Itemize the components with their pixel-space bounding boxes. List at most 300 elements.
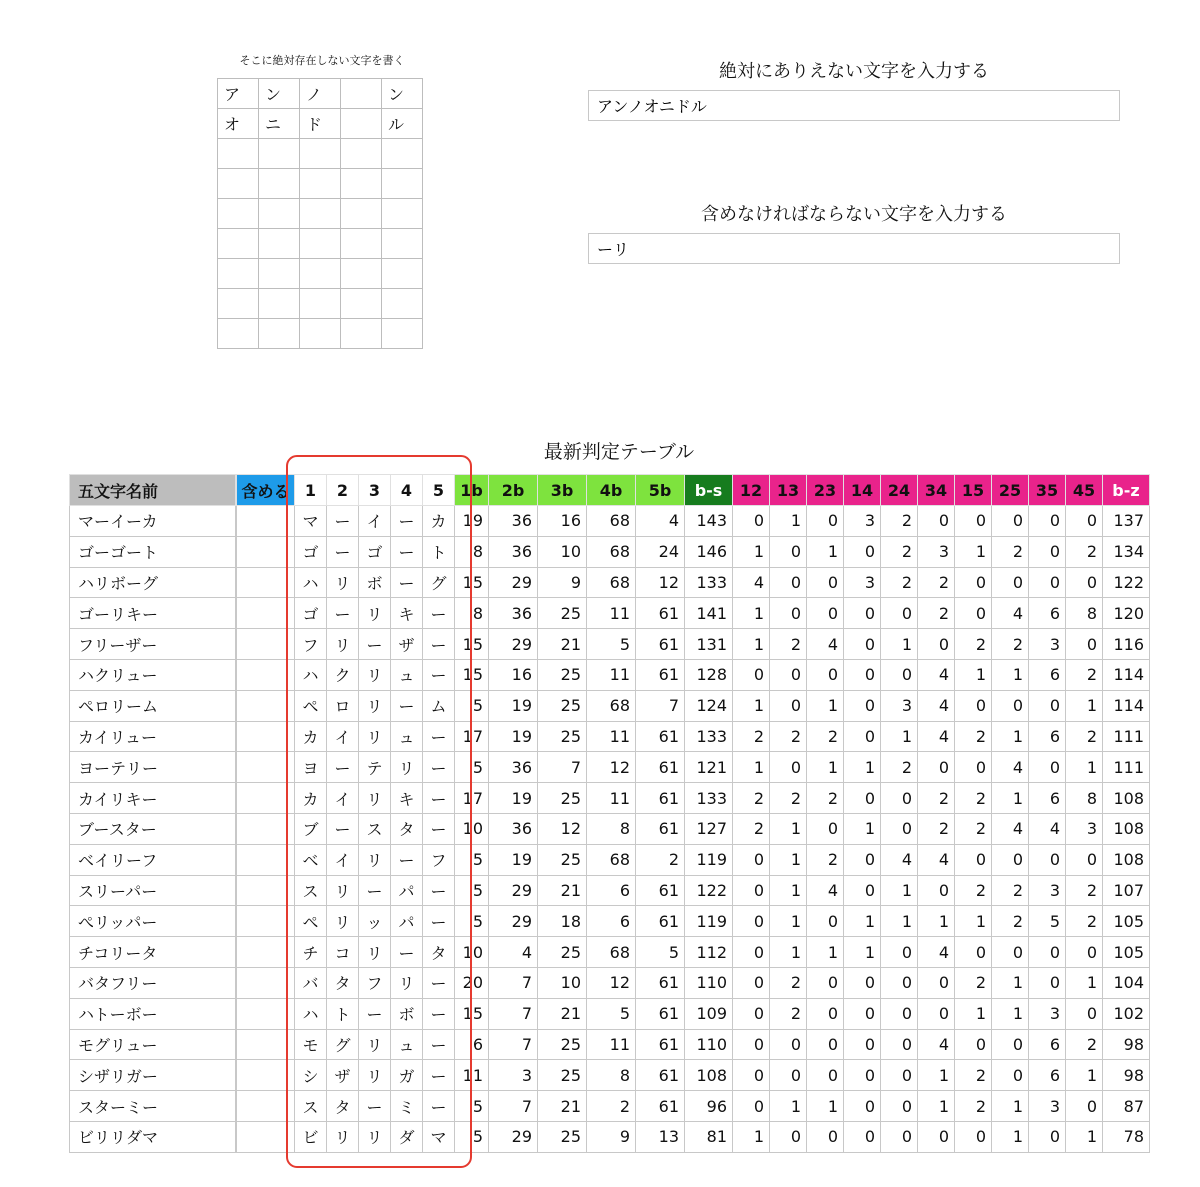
excluded-grid-cell[interactable] (341, 229, 382, 259)
score-cell: 2 (1066, 906, 1103, 937)
excluded-grid-cell[interactable] (259, 259, 300, 289)
score-cell: 0 (844, 659, 881, 690)
score-cell: 5 (455, 906, 489, 937)
score-cell: 61 (636, 875, 685, 906)
name-cell: シザリガー (70, 1060, 236, 1091)
char-cell: イ (327, 721, 359, 752)
score-cell: 0 (918, 998, 955, 1029)
score-cell: 3 (881, 690, 918, 721)
score-cell: 1 (955, 659, 992, 690)
char-cell: ボ (359, 567, 391, 598)
excluded-grid-cell[interactable] (341, 79, 382, 109)
table-row (70, 690, 1150, 721)
excluded-grid-cell[interactable] (341, 259, 382, 289)
score-cell: 0 (807, 998, 844, 1029)
score-cell: 0 (733, 506, 770, 537)
score-cell: 4 (733, 567, 770, 598)
name-cell: ハクリュー (70, 659, 236, 690)
score-cell: 1 (1066, 1060, 1103, 1091)
score-cell: 68 (587, 506, 636, 537)
score-cell: 7 (489, 967, 538, 998)
score-cell: 1 (844, 937, 881, 968)
score-cell: 2 (770, 998, 807, 1029)
excluded-grid-cell[interactable] (382, 259, 423, 289)
column-header: 25 (992, 475, 1029, 506)
score-cell: 5 (587, 998, 636, 1029)
excluded-grid-cell[interactable] (300, 289, 341, 319)
score-cell: 1 (992, 721, 1029, 752)
char-cell: イ (327, 783, 359, 814)
score-cell: 0 (1066, 937, 1103, 968)
excluded-grid-cell[interactable] (218, 199, 259, 229)
score-cell: 0 (844, 967, 881, 998)
table-row (70, 967, 1150, 998)
char-cell: ー (423, 659, 455, 690)
column-header: 14 (844, 475, 881, 506)
excluded-grid-cell[interactable] (300, 199, 341, 229)
score-cell: 5 (455, 875, 489, 906)
name-cell: ヨーテリー (70, 752, 236, 783)
score-cell: 61 (636, 598, 685, 629)
include-chars-input[interactable] (588, 233, 1120, 264)
char-cell: ー (391, 506, 423, 537)
include-flag-cell (237, 1121, 295, 1152)
score-cell: 3 (1029, 998, 1066, 1029)
excluded-grid-cell[interactable] (341, 109, 382, 139)
score-cell: 111 (1103, 721, 1150, 752)
char-cell: ハ (295, 567, 327, 598)
table-row (70, 598, 1150, 629)
char-cell: ボ (391, 998, 423, 1029)
score-cell: 133 (685, 567, 733, 598)
score-cell: 0 (844, 690, 881, 721)
excluded-grid-cell[interactable] (218, 319, 259, 349)
score-cell: 4 (881, 844, 918, 875)
include-flag-cell (237, 783, 295, 814)
char-cell: ロ (327, 690, 359, 721)
score-cell: 0 (1029, 1121, 1066, 1152)
score-cell: 1 (881, 875, 918, 906)
excluded-grid-cell[interactable] (218, 229, 259, 259)
score-cell: 1 (733, 690, 770, 721)
excluded-grid-cell[interactable] (300, 259, 341, 289)
score-cell: 1 (881, 906, 918, 937)
score-cell: 0 (955, 1029, 992, 1060)
score-cell: 4 (807, 875, 844, 906)
score-cell: 1 (770, 937, 807, 968)
char-cell: ー (423, 598, 455, 629)
excluded-grid-cell[interactable] (259, 229, 300, 259)
char-cell: ー (359, 1091, 391, 1122)
char-cell: フ (295, 629, 327, 660)
score-cell: 0 (770, 1121, 807, 1152)
judgment-table (69, 474, 1150, 1153)
excluded-grid-cell[interactable]: ニ (259, 109, 300, 139)
score-cell: 2 (770, 721, 807, 752)
char-cell: フ (359, 967, 391, 998)
score-cell: 0 (992, 937, 1029, 968)
excluded-grid-cell[interactable] (341, 169, 382, 199)
char-cell: ー (359, 875, 391, 906)
score-cell: 3 (1066, 813, 1103, 844)
score-cell: 108 (1103, 783, 1150, 814)
name-cell: ぺリッパー (70, 906, 236, 937)
excluded-grid-cell[interactable] (218, 259, 259, 289)
score-cell: 15 (455, 567, 489, 598)
score-cell: 0 (1029, 567, 1066, 598)
score-cell: 6 (587, 875, 636, 906)
score-cell: 133 (685, 783, 733, 814)
score-cell: 4 (636, 506, 685, 537)
score-cell: 1 (992, 998, 1029, 1029)
score-cell: 0 (733, 659, 770, 690)
excluded-grid-cell[interactable] (300, 319, 341, 349)
score-cell: 19 (489, 783, 538, 814)
name-cell: ゴーリキー (70, 598, 236, 629)
column-header: 4b (587, 475, 636, 506)
column-header: 五文字名前 (70, 475, 236, 506)
score-cell: 61 (636, 659, 685, 690)
score-cell: 5 (1029, 906, 1066, 937)
score-cell: 36 (489, 506, 538, 537)
score-cell: 1 (881, 721, 918, 752)
excluded-grid-cell[interactable] (382, 199, 423, 229)
score-cell: 25 (538, 1121, 587, 1152)
excluded-grid-row (218, 229, 423, 259)
char-cell: タ (327, 1091, 359, 1122)
char-cell: ー (359, 998, 391, 1029)
char-cell: ー (423, 967, 455, 998)
score-cell: 8 (455, 536, 489, 567)
excluded-grid-cell[interactable] (218, 289, 259, 319)
score-cell: 0 (807, 1121, 844, 1152)
score-cell: 1 (807, 752, 844, 783)
score-cell: 19 (489, 690, 538, 721)
score-cell: 25 (538, 937, 587, 968)
excluded-char-grid (217, 78, 423, 349)
score-cell: 4 (918, 690, 955, 721)
excluded-grid-cell[interactable]: ド (300, 109, 341, 139)
score-cell: 1 (770, 875, 807, 906)
char-cell: ス (359, 813, 391, 844)
score-cell: 2 (881, 752, 918, 783)
score-cell: 0 (844, 1029, 881, 1060)
char-cell: ー (423, 721, 455, 752)
char-cell: ゴ (295, 536, 327, 567)
include-flag-cell (237, 875, 295, 906)
excluded-grid-cell[interactable] (259, 319, 300, 349)
score-cell: 0 (1029, 690, 1066, 721)
char-cell: ザ (327, 1060, 359, 1091)
score-cell: 21 (538, 1091, 587, 1122)
column-header: b-z (1103, 475, 1150, 506)
char-cell: マ (295, 506, 327, 537)
score-cell: 1 (770, 844, 807, 875)
score-cell: 1 (955, 998, 992, 1029)
score-cell: 0 (881, 1091, 918, 1122)
judgment-table-title: 最新判定テーブル (543, 441, 695, 463)
score-cell: 0 (881, 813, 918, 844)
column-header: 含める (237, 475, 295, 506)
excluded-grid-cell[interactable]: ア (218, 79, 259, 109)
score-cell: 4 (992, 813, 1029, 844)
char-cell: ー (423, 1029, 455, 1060)
score-cell: 0 (844, 1121, 881, 1152)
excluded-grid-cell[interactable] (341, 289, 382, 319)
score-cell: 11 (587, 721, 636, 752)
score-cell: 0 (1066, 506, 1103, 537)
char-cell: ハ (295, 659, 327, 690)
score-cell: 25 (538, 659, 587, 690)
char-cell: チ (295, 937, 327, 968)
score-cell: 0 (955, 752, 992, 783)
score-cell: 1 (807, 1091, 844, 1122)
name-cell: モグリュー (70, 1029, 236, 1060)
score-cell: 61 (636, 721, 685, 752)
score-cell: 29 (489, 906, 538, 937)
char-cell: ー (391, 536, 423, 567)
excluded-grid-cell[interactable] (259, 289, 300, 319)
score-cell: 61 (636, 1060, 685, 1091)
excluded-grid-cell[interactable]: ノ (300, 79, 341, 109)
include-flag-cell (237, 721, 295, 752)
excluded-grid-cell[interactable] (218, 169, 259, 199)
score-cell: 2 (733, 783, 770, 814)
char-cell: コ (327, 937, 359, 968)
score-cell: 68 (587, 536, 636, 567)
table-row (70, 1060, 1150, 1091)
excluded-grid-cell[interactable] (341, 199, 382, 229)
score-cell: 0 (918, 629, 955, 660)
excluded-grid-cell[interactable] (300, 229, 341, 259)
score-cell: 0 (992, 567, 1029, 598)
score-cell: 21 (538, 875, 587, 906)
score-cell: 2 (992, 629, 1029, 660)
score-cell: 105 (1103, 906, 1150, 937)
score-cell: 1 (733, 752, 770, 783)
score-cell: 0 (992, 1060, 1029, 1091)
score-cell: 19 (455, 506, 489, 537)
score-cell: 122 (1103, 567, 1150, 598)
score-cell: 0 (918, 967, 955, 998)
score-cell: 5 (455, 1091, 489, 1122)
char-cell: タ (327, 967, 359, 998)
score-cell: 0 (733, 1091, 770, 1122)
excluded-grid-cell[interactable] (382, 169, 423, 199)
score-cell: 0 (733, 937, 770, 968)
excluded-grid-cell[interactable]: オ (218, 109, 259, 139)
excluded-grid-cell[interactable] (300, 139, 341, 169)
score-cell: 96 (685, 1091, 733, 1122)
score-cell: 6 (587, 906, 636, 937)
char-cell: ー (423, 1091, 455, 1122)
score-cell: 2 (955, 1091, 992, 1122)
score-cell: 0 (1066, 1091, 1103, 1122)
score-cell: 102 (1103, 998, 1150, 1029)
include-flag-cell (237, 998, 295, 1029)
table-row (70, 937, 1150, 968)
score-cell: 10 (455, 937, 489, 968)
score-cell: 10 (538, 967, 587, 998)
char-cell: ー (423, 875, 455, 906)
char-cell: ー (391, 567, 423, 598)
score-cell: 0 (881, 598, 918, 629)
score-cell: 0 (770, 1060, 807, 1091)
score-cell: 2 (955, 1060, 992, 1091)
score-cell: 4 (918, 1029, 955, 1060)
excluded-grid-cell[interactable] (218, 139, 259, 169)
excluded-grid-cell[interactable] (259, 169, 300, 199)
char-cell: リ (359, 721, 391, 752)
score-cell: 12 (587, 967, 636, 998)
name-cell: スターミー (70, 1091, 236, 1122)
score-cell: 17 (455, 783, 489, 814)
char-cell: カ (295, 783, 327, 814)
score-cell: 0 (955, 1121, 992, 1152)
char-cell: ト (423, 536, 455, 567)
score-cell: 141 (685, 598, 733, 629)
score-cell: 5 (455, 752, 489, 783)
score-cell: 2 (636, 844, 685, 875)
score-cell: 2 (918, 567, 955, 598)
char-cell: リ (359, 690, 391, 721)
char-cell: ー (327, 598, 359, 629)
score-cell: 4 (918, 937, 955, 968)
exclude-chars-input[interactable] (588, 90, 1120, 121)
excluded-grid-row (218, 289, 423, 319)
char-cell: モ (295, 1029, 327, 1060)
score-cell: 1 (992, 1091, 1029, 1122)
score-cell: 2 (587, 1091, 636, 1122)
exclude-section-title: 絶対にありえない文字を入力する (719, 61, 989, 82)
score-cell: 7 (636, 690, 685, 721)
char-cell: ス (295, 875, 327, 906)
score-cell: 4 (992, 598, 1029, 629)
excluded-grid-row (218, 169, 423, 199)
char-cell: リ (359, 783, 391, 814)
score-cell: 0 (992, 844, 1029, 875)
score-cell: 2 (992, 875, 1029, 906)
score-cell: 2 (918, 783, 955, 814)
table-row (70, 906, 1150, 937)
score-cell: 1 (955, 536, 992, 567)
score-cell: 108 (1103, 813, 1150, 844)
score-cell: 2 (1066, 1029, 1103, 1060)
include-flag-cell (237, 598, 295, 629)
excluded-grid-cell[interactable] (341, 319, 382, 349)
score-cell: 4 (918, 659, 955, 690)
score-cell: 0 (844, 998, 881, 1029)
score-cell: 6 (1029, 721, 1066, 752)
name-cell: ゴーゴート (70, 536, 236, 567)
column-header: 34 (918, 475, 955, 506)
score-cell: 0 (770, 598, 807, 629)
excluded-grid-cell[interactable]: ン (382, 79, 423, 109)
excluded-grid-cell[interactable] (382, 229, 423, 259)
score-cell: 25 (538, 844, 587, 875)
score-cell: 121 (685, 752, 733, 783)
excluded-grid-cell[interactable] (259, 199, 300, 229)
excluded-grid-cell[interactable] (259, 139, 300, 169)
score-cell: 2 (1066, 659, 1103, 690)
excluded-grid-cell[interactable]: ル (382, 109, 423, 139)
excluded-grid-row (218, 259, 423, 289)
char-cell: ー (391, 690, 423, 721)
score-cell: 137 (1103, 506, 1150, 537)
score-cell: 1 (918, 1091, 955, 1122)
char-cell: ト (327, 998, 359, 1029)
score-cell: 25 (538, 1029, 587, 1060)
score-cell: 0 (1029, 937, 1066, 968)
score-cell: 0 (881, 1121, 918, 1152)
table-row (70, 783, 1150, 814)
name-cell: カイリュー (70, 721, 236, 752)
column-header: 5b (636, 475, 685, 506)
score-cell: 0 (770, 690, 807, 721)
name-cell: カイリキー (70, 783, 236, 814)
column-header: 5 (423, 475, 455, 506)
include-flag-cell (237, 813, 295, 844)
name-cell: マーイーカ (70, 506, 236, 537)
score-cell: 2 (881, 506, 918, 537)
char-cell: ベ (295, 844, 327, 875)
score-cell: 61 (636, 813, 685, 844)
score-cell: 114 (1103, 659, 1150, 690)
score-cell: 3 (844, 567, 881, 598)
score-cell: 122 (685, 875, 733, 906)
char-cell: リ (327, 1121, 359, 1152)
include-flag-cell (237, 629, 295, 660)
score-cell: 0 (881, 783, 918, 814)
score-cell: 16 (538, 506, 587, 537)
score-cell: 109 (685, 998, 733, 1029)
char-cell: イ (359, 506, 391, 537)
score-cell: 112 (685, 937, 733, 968)
score-cell: 0 (770, 752, 807, 783)
char-cell: ス (295, 1091, 327, 1122)
score-cell: 68 (587, 937, 636, 968)
excluded-grid-cell[interactable] (382, 289, 423, 319)
name-cell: ハトーボー (70, 998, 236, 1029)
score-cell: 61 (636, 967, 685, 998)
char-cell: ー (327, 813, 359, 844)
score-cell: 0 (1066, 844, 1103, 875)
excluded-grid-cell[interactable] (382, 319, 423, 349)
column-header: 2 (327, 475, 359, 506)
score-cell: 128 (685, 659, 733, 690)
score-cell: 29 (489, 629, 538, 660)
score-cell: 4 (918, 844, 955, 875)
score-cell: 24 (636, 536, 685, 567)
excluded-grid-cell[interactable]: ン (259, 79, 300, 109)
char-cell: グ (327, 1029, 359, 1060)
char-cell: マ (423, 1121, 455, 1152)
include-flag-cell (237, 690, 295, 721)
char-cell: ー (391, 844, 423, 875)
score-cell: 6 (1029, 659, 1066, 690)
char-cell: ー (423, 906, 455, 937)
score-cell: 0 (807, 659, 844, 690)
score-cell: 2 (770, 967, 807, 998)
score-cell: 1 (807, 536, 844, 567)
score-cell: 17 (455, 721, 489, 752)
excluded-grid-cell[interactable] (382, 139, 423, 169)
excluded-grid-row (218, 79, 423, 109)
score-cell: 61 (636, 629, 685, 660)
excluded-grid-cell[interactable] (300, 169, 341, 199)
score-cell: 1 (1066, 967, 1103, 998)
excluded-grid-cell[interactable] (341, 139, 382, 169)
